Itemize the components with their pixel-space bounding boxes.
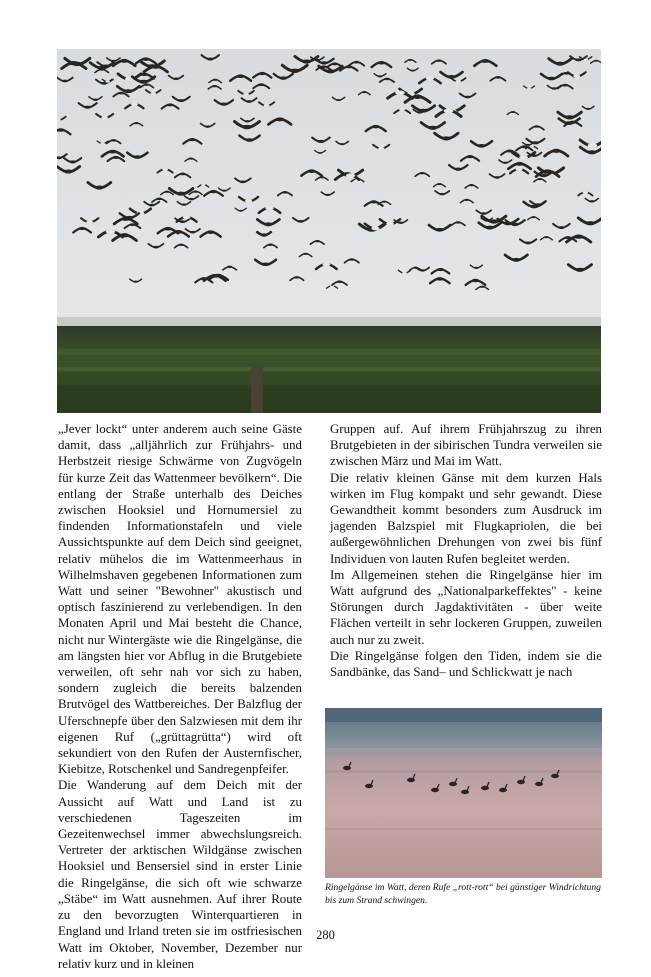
goose-body <box>243 93 249 96</box>
goose-body <box>72 62 82 66</box>
goose-body <box>382 201 387 203</box>
goose-body <box>222 190 227 192</box>
goose-body <box>362 91 367 93</box>
goose-body <box>466 155 473 158</box>
goose-body <box>447 75 456 79</box>
goose-body <box>594 60 598 62</box>
goose-body <box>503 162 508 164</box>
goose-body <box>142 57 150 61</box>
goose-body <box>332 62 338 65</box>
goose-body <box>227 266 232 268</box>
goose-body <box>101 143 105 145</box>
paragraph: „Jever lockt“ unter anderem auch seine Gäste damit, dass „alljährlich zur Frühjahrs- und Herbstzeit riesige Schwärme von Zugvögeln für kurze Zeit das Wattenmeer bevölkern“. Die entlang der Straße unterhalb des Deiches zwischen Hooksiel und Hornumersiel zu findenden Informationstafeln und viele Aussichtspunkte auf dem Deich sind geeignet, relativ mühelos die im Wattenmeerhaus in Wilhelmshaven gegebenen Informationen zum Watt und seiner "Bewohner" akustisch und optisch faszinierend zu verlebendigen. In den Monaten April und Mai besteht die Chance, nicht nur Wintergäste wie die Ringelgänse, die am längsten hier vor Abflug in die Brutgebiete verweilen, oft sehr nah vor sich zu haben, sondern zugleich die bereits balzenden Brutvögel des Wattbereiches. Der Balzflug der Uferschnepfe über den Salzwiesen mit dem ihr eigenen Ruf („grüttagrütta“) wird oft sekundiert von den Rufen der Austernfischer, Kiebitze, Rotschenkel und Sandregenpfeifer. <box>58 422 302 777</box>
goose-body <box>149 204 155 207</box>
goose-body <box>173 78 179 81</box>
goose-body <box>481 212 487 215</box>
goose-body <box>212 85 217 87</box>
goose-body <box>64 170 73 174</box>
goose-body <box>133 281 138 283</box>
goose-body <box>86 221 93 224</box>
fence-post <box>251 367 263 413</box>
goose-body <box>337 280 343 283</box>
goose-body <box>547 77 555 81</box>
goose-body <box>325 194 330 196</box>
goose-body <box>455 168 462 171</box>
goose-body <box>534 125 540 128</box>
goose-body <box>131 103 138 106</box>
goose-body <box>134 122 139 124</box>
goose-body <box>268 244 273 246</box>
goose-body <box>419 109 428 113</box>
goose-body <box>201 184 205 186</box>
goose-body <box>120 59 129 63</box>
goose-body <box>126 216 133 219</box>
goose-body <box>101 116 108 119</box>
goose-body <box>282 191 288 194</box>
goose-body <box>511 111 515 113</box>
goose-body <box>589 200 594 202</box>
goose-body <box>320 61 327 64</box>
page-number: 280 <box>316 928 335 942</box>
goose-body <box>220 103 227 106</box>
goose-body <box>386 222 394 226</box>
goose-body <box>340 143 345 145</box>
goose-body <box>318 140 325 143</box>
goose-body <box>193 190 198 192</box>
goose-body <box>109 150 117 154</box>
goose-body <box>527 87 531 89</box>
goose-body <box>315 59 320 61</box>
goose-body <box>474 267 479 269</box>
goose-body <box>275 117 284 121</box>
goose-body <box>480 286 485 288</box>
goose-body <box>264 222 273 226</box>
goose-body <box>262 262 270 266</box>
goose-body <box>486 226 495 230</box>
goose-body <box>504 222 512 226</box>
goose-body <box>345 65 352 68</box>
goose-body <box>516 168 523 171</box>
goose-body <box>242 125 252 129</box>
goose-body <box>494 176 500 179</box>
goose-body <box>485 220 489 222</box>
goose-body <box>444 109 454 113</box>
goose-body <box>472 279 480 283</box>
goose-body <box>411 70 415 72</box>
text-column-left <box>58 421 302 972</box>
goose-body <box>207 230 215 234</box>
goose-body <box>153 246 159 249</box>
goose-body <box>298 220 304 223</box>
goose-body <box>408 59 412 61</box>
goose-body <box>303 253 308 255</box>
goose-body <box>426 76 434 80</box>
goose-body <box>565 121 573 125</box>
goose-body <box>588 143 598 147</box>
paragraph: Die Wanderung auf dem Deich mit der Aussicht auf Watt und Land ist zu verschiedenen Tageszeiten im Gezeitenwechsel immer abwechslungsreich. Vertreter der arktischen Wildgänse zwischen Hooksiel und Bensersiel sind in erster Linie die Ringelgänse, die sich oft wie schwarze „Stäbe“ im Watt ausnehmen. Auf ihrer Route zu den bevorzugten Winterquartieren in England und Irland treten sie im ostfriesischen Watt im Oktober, November, Dezember nur relativ kurz und in kleinen <box>58 778 302 971</box>
goose-body <box>420 172 426 175</box>
goose-body <box>573 75 580 78</box>
goose-body <box>156 198 162 201</box>
goose-body <box>315 240 320 242</box>
goose-body <box>139 80 148 84</box>
goose-body <box>318 152 322 154</box>
goose-body <box>455 80 461 83</box>
goose-body <box>239 210 243 212</box>
goose-body <box>189 158 194 160</box>
goose-body <box>280 76 287 79</box>
goose-body <box>575 58 582 61</box>
goose-body <box>530 205 538 209</box>
goose-body <box>371 227 379 231</box>
goose-body <box>133 155 141 159</box>
goose-body <box>437 268 444 271</box>
goose-body <box>481 59 490 63</box>
goose-body <box>111 139 116 142</box>
goose-body <box>370 200 377 203</box>
goose-body <box>552 87 557 89</box>
goose-body <box>118 92 124 95</box>
photo-caption: Ringelgänse im Watt, deren Rufe „rott-rott“ bei günstiger Windrichtung bis zum Strand schwingen. <box>325 882 601 906</box>
goose-body <box>294 276 299 278</box>
goose-body <box>562 84 568 87</box>
goose-body <box>69 160 76 163</box>
goose-body <box>398 222 403 224</box>
goose-body <box>62 80 68 83</box>
goose-body <box>180 220 186 223</box>
goose-body <box>151 65 160 69</box>
goose-body <box>162 168 168 171</box>
goose-body <box>113 156 120 159</box>
geese-flock-image <box>57 49 601 413</box>
goose-body <box>205 125 211 128</box>
goose-body <box>207 57 214 60</box>
goose-body <box>378 61 386 64</box>
goose-body <box>259 72 266 75</box>
goose-body <box>97 66 106 70</box>
goose-body <box>556 62 565 66</box>
text-column-right <box>330 421 602 680</box>
goose-body <box>180 173 186 176</box>
goose-body <box>181 203 186 205</box>
tideflat-image <box>325 708 602 878</box>
goose-body <box>177 192 186 196</box>
goose-body <box>543 169 552 173</box>
paragraph: Die relativ kleinen Gänse mit dem kurzen Hals wirken im Flug kompakt und sehr gewandt. Diese Gewandtheit kommt besonders zum Ausdruck im jagenden Balzspiel mit Flugkapriolen, die bei außergewöhnlichen Drehungen von zwei bis fünf Individuen von lauten Rufen begleitet werden. <box>330 470 602 566</box>
goose-body <box>586 108 591 110</box>
goose-body <box>402 272 407 274</box>
goose-body <box>124 89 133 93</box>
goose-body <box>213 79 218 81</box>
goose-body <box>144 83 149 85</box>
paragraph: Die Ringelgänse folgen den Tiden, indem sie die Sandbänke, das Sand– und Schlickwatt je nach <box>330 648 602 680</box>
goose-body <box>372 125 380 129</box>
goose-body <box>575 268 584 272</box>
goose-body <box>183 215 191 219</box>
goose-body <box>189 138 196 141</box>
goose-body <box>308 169 316 173</box>
goose-body <box>495 76 501 79</box>
goose-body <box>465 96 471 99</box>
goose-body <box>258 83 264 86</box>
goose-body <box>95 186 104 190</box>
goose-body <box>353 61 359 64</box>
goose-body <box>413 95 423 99</box>
goose-body <box>439 193 445 196</box>
goose-body <box>531 216 535 218</box>
goose-body <box>399 108 405 111</box>
goose-body <box>574 234 583 238</box>
goose-body <box>245 199 252 202</box>
goose-body <box>586 221 595 225</box>
photo-geese-flock <box>57 49 601 413</box>
goose-body <box>106 81 110 83</box>
goose-body <box>428 126 437 130</box>
goose-body <box>240 180 246 183</box>
goose-body <box>519 155 528 159</box>
goose-body <box>346 173 355 177</box>
goose-body <box>435 228 443 232</box>
goose-body <box>537 178 542 180</box>
goose-body <box>442 136 451 140</box>
goose-body <box>245 120 250 122</box>
goose-body <box>265 206 273 210</box>
goose-body <box>93 99 98 101</box>
goose-body <box>129 223 135 226</box>
goose-body <box>512 258 521 262</box>
goose-body <box>237 74 245 78</box>
goose-body <box>436 59 442 62</box>
goose-body <box>190 231 196 234</box>
goose-body <box>526 144 530 146</box>
goose-body <box>302 59 311 63</box>
goose-body <box>189 198 194 201</box>
goose-body <box>565 115 574 119</box>
goose-body <box>210 190 217 193</box>
goose-body <box>261 234 267 237</box>
goose-body <box>246 100 252 103</box>
goose-body <box>420 269 425 271</box>
goose-body <box>57 128 64 131</box>
goose-body <box>165 191 170 193</box>
goose-body <box>336 99 341 101</box>
goose-body <box>322 263 330 267</box>
goose-body <box>525 242 531 245</box>
paragraph: Gruppen auf. Auf ihrem Frühjahrszug zu ihren Brutgebieten in der sibirischen Tundra verweilen sie zwischen März und Mai im Watt. <box>330 422 602 469</box>
goose-body <box>84 106 91 109</box>
goose-body <box>264 104 270 107</box>
goose-body <box>437 183 442 185</box>
goose-body <box>200 277 207 280</box>
goose-body <box>464 199 469 201</box>
goose-body <box>515 162 524 166</box>
goose-body <box>290 69 300 73</box>
goose-body <box>469 184 474 186</box>
goose-body <box>211 274 219 278</box>
goose-body <box>246 138 254 142</box>
goose-body <box>521 145 527 148</box>
goose-body <box>395 91 405 95</box>
paragraph: Im Allgemeinen stehen die Ringelgänse hier im Watt aufgrund des „Nationalparkeffektes" - keine Störungen durch Jagdaktivitäten - über weite Flächen verteilt in sehr lockeren Gruppen, zuweilen auch nur zu zweit. <box>330 567 602 647</box>
goose-body <box>477 144 485 148</box>
goose-body <box>552 149 561 153</box>
goose-body <box>378 147 384 150</box>
goose-body <box>178 99 185 102</box>
goose-body <box>436 277 444 280</box>
goose-body <box>106 229 115 233</box>
goose-body <box>164 227 172 231</box>
goose-body <box>79 227 86 230</box>
goose-body <box>455 221 460 223</box>
goose-body <box>544 236 549 238</box>
goose-body <box>587 150 596 154</box>
goose-body <box>378 75 383 77</box>
goose-body <box>558 226 564 229</box>
goose-body <box>583 191 589 194</box>
goose-body <box>384 78 390 81</box>
goose-body <box>179 244 184 246</box>
photo-geese-tideflat <box>325 708 602 878</box>
goose-body <box>349 258 355 261</box>
goose-body <box>150 92 156 95</box>
goose-body <box>167 103 174 106</box>
